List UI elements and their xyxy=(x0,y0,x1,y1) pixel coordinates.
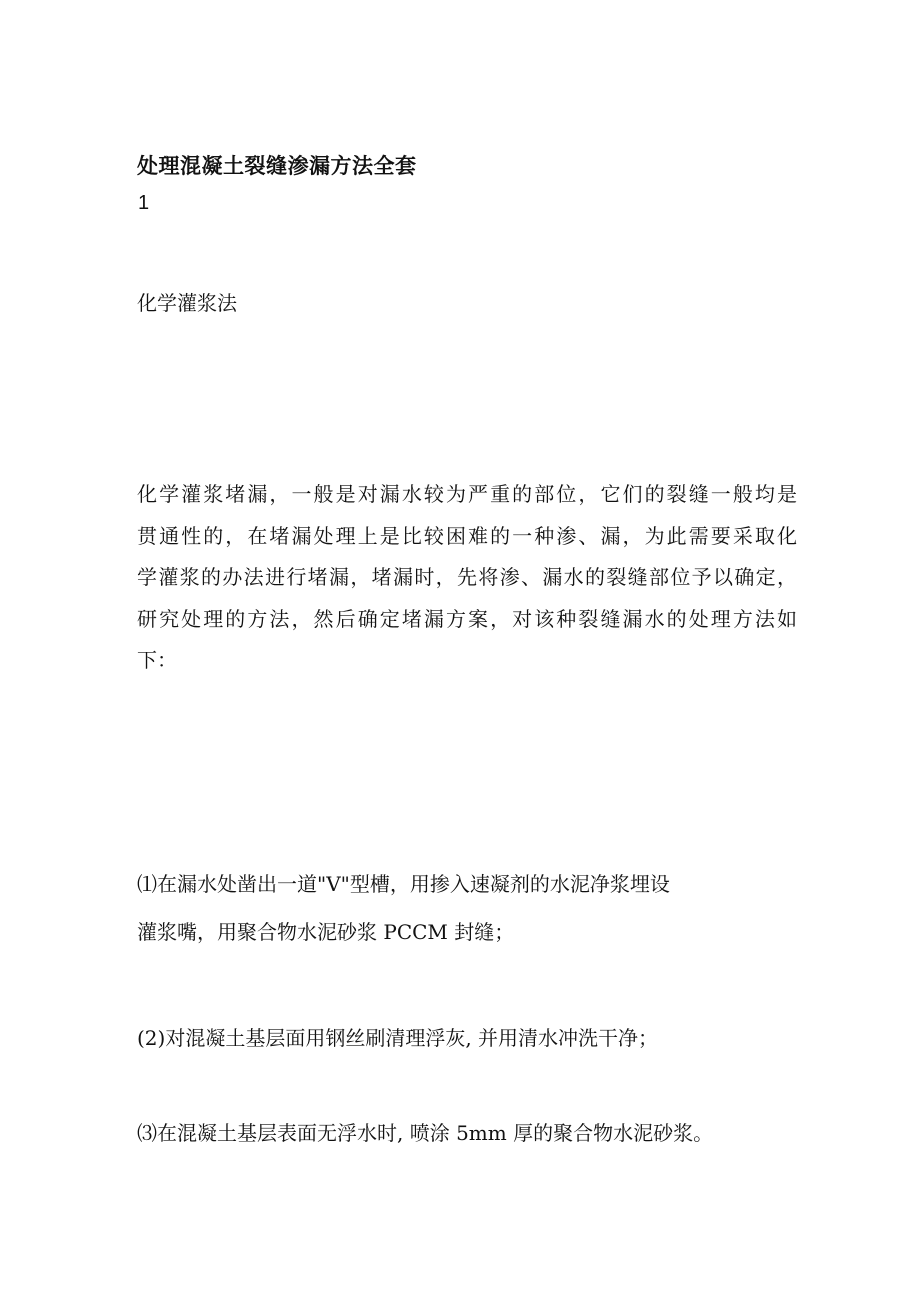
paragraph-line: 研究处理的方法，然后确定堵漏方案，对该种裂缝漏水的处理方法如 xyxy=(137,606,797,631)
step-1-line-2: 灌浆嘴，用聚合物水泥砂浆 PCCM 封缝； xyxy=(137,920,515,944)
body-paragraph xyxy=(137,474,797,682)
paragraph-line: 学灌浆的办法进行堵漏，堵漏时，先将渗、漏水的裂缝部位予以确定， xyxy=(137,565,797,589)
section-number: 1 xyxy=(138,192,150,214)
paragraph-line: 化学灌浆堵漏，一般是对漏水较为严重的部位，它们的裂缝一般均是 xyxy=(137,482,797,506)
step-3: ⑶在混凝土基层表面无浮水时, 喷涂 5mm 厚的聚合物水泥砂浆。 xyxy=(137,1121,714,1145)
document-title: 处理混凝土裂缝渗漏方法全套 xyxy=(137,154,417,178)
section-heading: 化学灌浆法 xyxy=(137,291,237,315)
paragraph-line: 贯通性的，在堵漏处理上是比较困难的一种渗、漏，为此需要采取化 xyxy=(137,523,797,548)
step-2: (2)对混凝土基层面用钢丝刷清理浮灰, 并用清水冲洗干净； xyxy=(137,1026,659,1050)
paragraph-line: 下： xyxy=(137,648,177,672)
step-1-line-1: ⑴在漏水处凿出一道"V"型槽，用掺入速凝剂的水泥净浆埋设 xyxy=(137,872,670,896)
